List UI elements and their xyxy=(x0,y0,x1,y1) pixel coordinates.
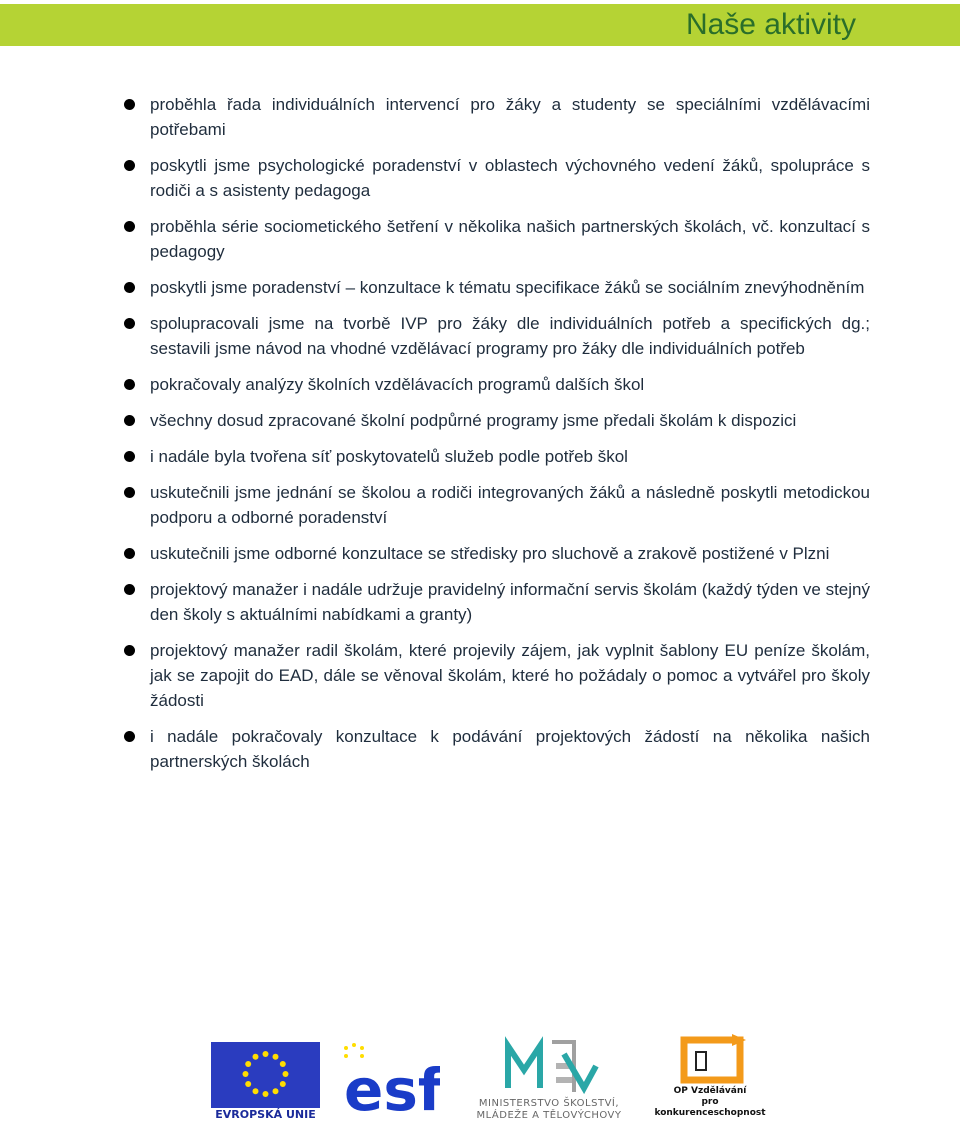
msmt-logo xyxy=(456,1036,642,1126)
msmt-label: MINISTERSTVO ŠKOLSTVÍ, MLÁDEŽE A TĚLOVÝCHOVY xyxy=(476,1098,622,1121)
bullet-icon xyxy=(124,487,135,498)
list-item: i nadále byla tvořena síť poskytovatelů služeb podle potřeb škol xyxy=(124,444,870,469)
list-item: uskutečnili jsme odborné konzultace se středisky pro sluchově a zrakově postižené v Plzni xyxy=(124,541,870,566)
list-item: projektový manažer radil školám, které projevily zájem, jak vyplnit šablony EU peníze školám, jak se zapojit do EAD, dále se věnoval školám, které ho požádaly o pomoc a vytvářel pro školy žádosti xyxy=(124,638,870,713)
bullet-icon xyxy=(124,451,135,462)
list-item: všechny dosud zpracované školní podpůrné programy jsme předali školám k dispozici xyxy=(124,408,870,433)
bullet-icon xyxy=(124,221,135,232)
eu-logo xyxy=(211,1042,320,1122)
list-item: proběhla série sociometického šetření v několika našich partnerských školách, vč. konzultací s pedagogy xyxy=(124,214,870,264)
bullet-icon xyxy=(124,645,135,656)
activity-list xyxy=(124,92,870,785)
bullet-icon xyxy=(124,99,135,110)
eu-label: EVROPSKÁ UNIE xyxy=(215,1108,316,1121)
opvk-logo xyxy=(650,1030,770,1126)
list-item: projektový manažer i nadále udržuje pravidelný informační servis školám (každý týden ve stejný den školy s aktuálními nabídkami a granty) xyxy=(124,577,870,627)
bullet-icon xyxy=(124,731,135,742)
list-item: spolupracovali jsme na tvorbě IVP pro žáky dle individuálních potřeb a specifických dg.; sestavili jsme návod na vhodné vzdělávací programy pro žáky dle individuálních potřeb xyxy=(124,311,870,361)
bullet-icon xyxy=(124,160,135,171)
opvk-label: OP Vzdělávání pro konkurenceschopnost xyxy=(654,1086,766,1118)
bullet-icon xyxy=(124,282,135,293)
eu-flag-icon xyxy=(211,1042,320,1108)
bullet-icon xyxy=(124,584,135,595)
bullet-icon xyxy=(124,548,135,559)
list-item: uskutečnili jsme jednání se školou a rodiči integrovaných žáků a následně poskytli metodickou podporu a odborné poradenství xyxy=(124,480,870,530)
page-title: Naše aktivity xyxy=(685,8,856,41)
list-item: pokračovaly analýzy školních vzdělávacích programů dalších škol xyxy=(124,372,870,397)
bullet-icon xyxy=(124,379,135,390)
bullet-icon xyxy=(124,318,135,329)
logo-strip xyxy=(0,1030,960,1128)
list-item: proběhla řada individuálních intervencí pro žáky a studenty se speciálními vzdělávacími potřebami xyxy=(124,92,870,142)
list-item: poskytli jsme psychologické poradenství v oblastech výchovného vedení žáků, spolupráce s rodiči a s asistenty pedagoga xyxy=(124,153,870,203)
bullet-icon xyxy=(124,415,135,426)
list-item: i nadále pokračovaly konzultace k podávání projektových žádostí na několika našich partnerských školách xyxy=(124,724,870,774)
esf-text: esf xyxy=(344,1056,440,1122)
esf-logo xyxy=(340,1040,440,1122)
list-item: poskytli jsme poradenství – konzultace k tématu specifikace žáků se sociálním znevýhodněním xyxy=(124,275,870,300)
